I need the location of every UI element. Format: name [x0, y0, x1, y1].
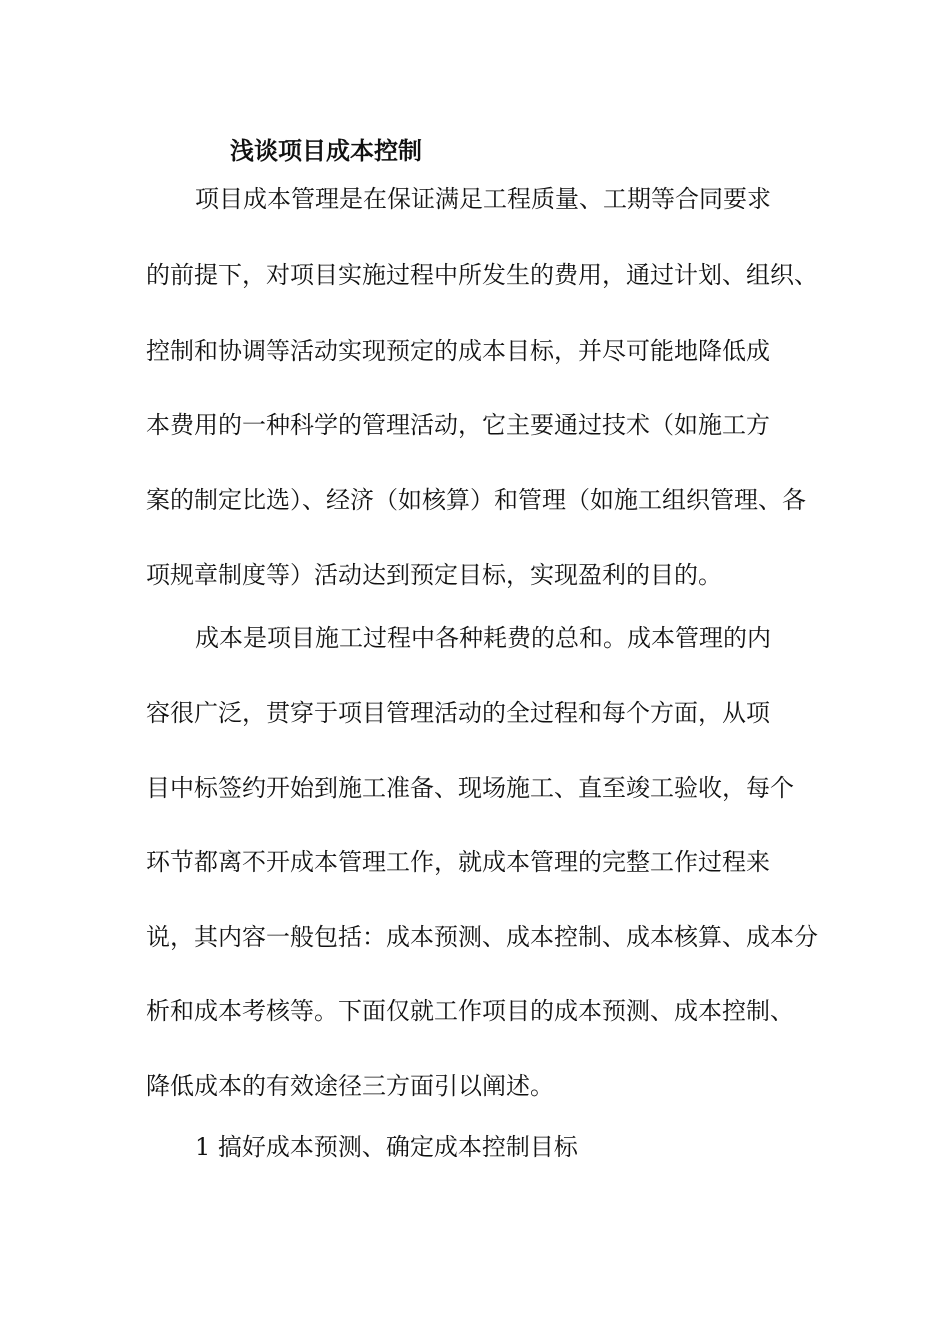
paragraph-line: 项目成本管理是在保证满足工程质量、工期等合同要求 [195, 185, 771, 213]
paragraph-line: 的前提下，对项目实施过程中所发生的费用，通过计划、组织、 [146, 261, 818, 289]
paragraph-line: 析和成本考核等。下面仅就工作项目的成本预测、成本控制、 [146, 997, 794, 1025]
paragraph-line: 案的制定比选）、经济（如核算）和管理（如施工组织管理、各 [146, 486, 806, 514]
paragraph-line: 环节都离不开成本管理工作，就成本管理的完整工作过程来 [146, 848, 770, 876]
document-title: 浅谈项目成本控制 [230, 136, 422, 165]
paragraph-line: 容很广泛，贯穿于项目管理活动的全过程和每个方面，从项 [146, 699, 770, 727]
paragraph-line: 降低成本的有效途径三方面引以阐述。 [146, 1072, 554, 1100]
paragraph-line: 控制和协调等活动实现预定的成本目标，并尽可能地降低成 [146, 337, 770, 365]
paragraph-line: 本费用的一种科学的管理活动，它主要通过技术（如施工方 [146, 411, 770, 439]
paragraph-line: 成本是项目施工过程中各种耗费的总和。成本管理的内 [195, 624, 771, 652]
paragraph-line: 项规章制度等）活动达到预定目标，实现盈利的目的。 [146, 561, 722, 589]
section-heading: 1 搞好成本预测、确定成本控制目标 [195, 1133, 578, 1161]
paragraph-line: 目中标签约开始到施工准备、现场施工、直至竣工验收，每个 [146, 774, 794, 802]
paragraph-line: 说，其内容一般包括：成本预测、成本控制、成本核算、成本分 [146, 923, 818, 951]
